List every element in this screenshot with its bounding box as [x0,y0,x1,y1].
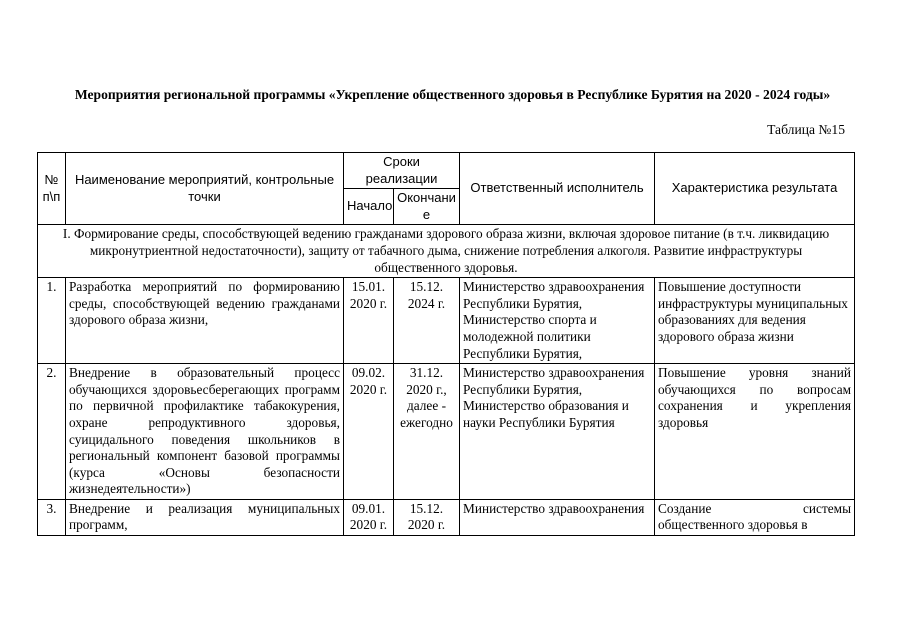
table-row [38,499,855,535]
row-name: Разработка мероприятий по формированию среды, способствующей ведению гражданами здорового образа жизни, [66,278,344,364]
section-heading: I. Формирование среды, способствующей ведению гражданами здорового образа жизни, включая здоровое питание (в т.ч. ликвидацию микронутриентной недостаточности), защиту от табачного дыма, снижение потребления алкоголя. Развитие инфраструктуры общественного здоровья. [38,225,855,278]
row-name: Внедрение в образовательный процесс обучающихся здоровьесберегающих программ по первичной профилактике табакокурения, охране репродуктивного здоровья, суицидального поведения школьников в региональный компонент базовой программы (курса «Основы безопасности жизнедеятельности») [66,364,344,500]
row-responsible: Министерство здравоохранения Республики Бурятия, Министерство образования и науки Республики Бурятия [460,364,655,500]
row-start: 09.02. 2020 г. [344,364,394,500]
header-name: Наименование мероприятий, контрольные точки [66,153,344,225]
row-start: 09.01. 2020 г. [344,499,394,535]
row-end: 15.12. 2024 г. [394,278,460,364]
table-row [38,364,855,500]
header-result: Характеристика результата [655,153,855,225]
row-num: 2. [38,364,66,500]
row-start: 15.01. 2020 г. [344,278,394,364]
header-end: Окончание [394,189,460,225]
header-terms: Сроки реализации [344,153,460,189]
row-num: 1. [38,278,66,364]
row-result: Повышение уровня знаний обучающихся по вопросам сохранения и укрепления здоровья [655,364,855,500]
table-header-row [38,153,855,189]
document-title: Мероприятия региональной программы «Укрепление общественного здоровья в Республике Бурятия на 2020 - 2024 годы» [74,87,831,102]
row-name: Внедрение и реализация муниципальных программ, [66,499,344,535]
row-result: Повышение доступности инфраструктуры муниципальных образованиях для ведения здорового образа жизни [655,278,855,364]
header-num: № п\п [38,153,66,225]
header-start: Начало [344,189,394,225]
row-end: 31.12. 2020 г., далее - ежегодно [394,364,460,500]
table-number-label: Таблица №15 [767,122,845,137]
row-num: 3. [38,499,66,535]
header-responsible: Ответственный исполнитель [460,153,655,225]
row-responsible: Министерство здравоохранения Республики Бурятия, Министерство спорта и молодежной политики Республики Бурятия, [460,278,655,364]
row-end: 15.12. 2020 г. [394,499,460,535]
section-row [38,225,855,278]
row-result: Создание системы общественного здоровья в [655,499,855,535]
table-row [38,278,855,364]
events-table [37,152,855,536]
row-responsible: Министерство здравоохранения [460,499,655,535]
